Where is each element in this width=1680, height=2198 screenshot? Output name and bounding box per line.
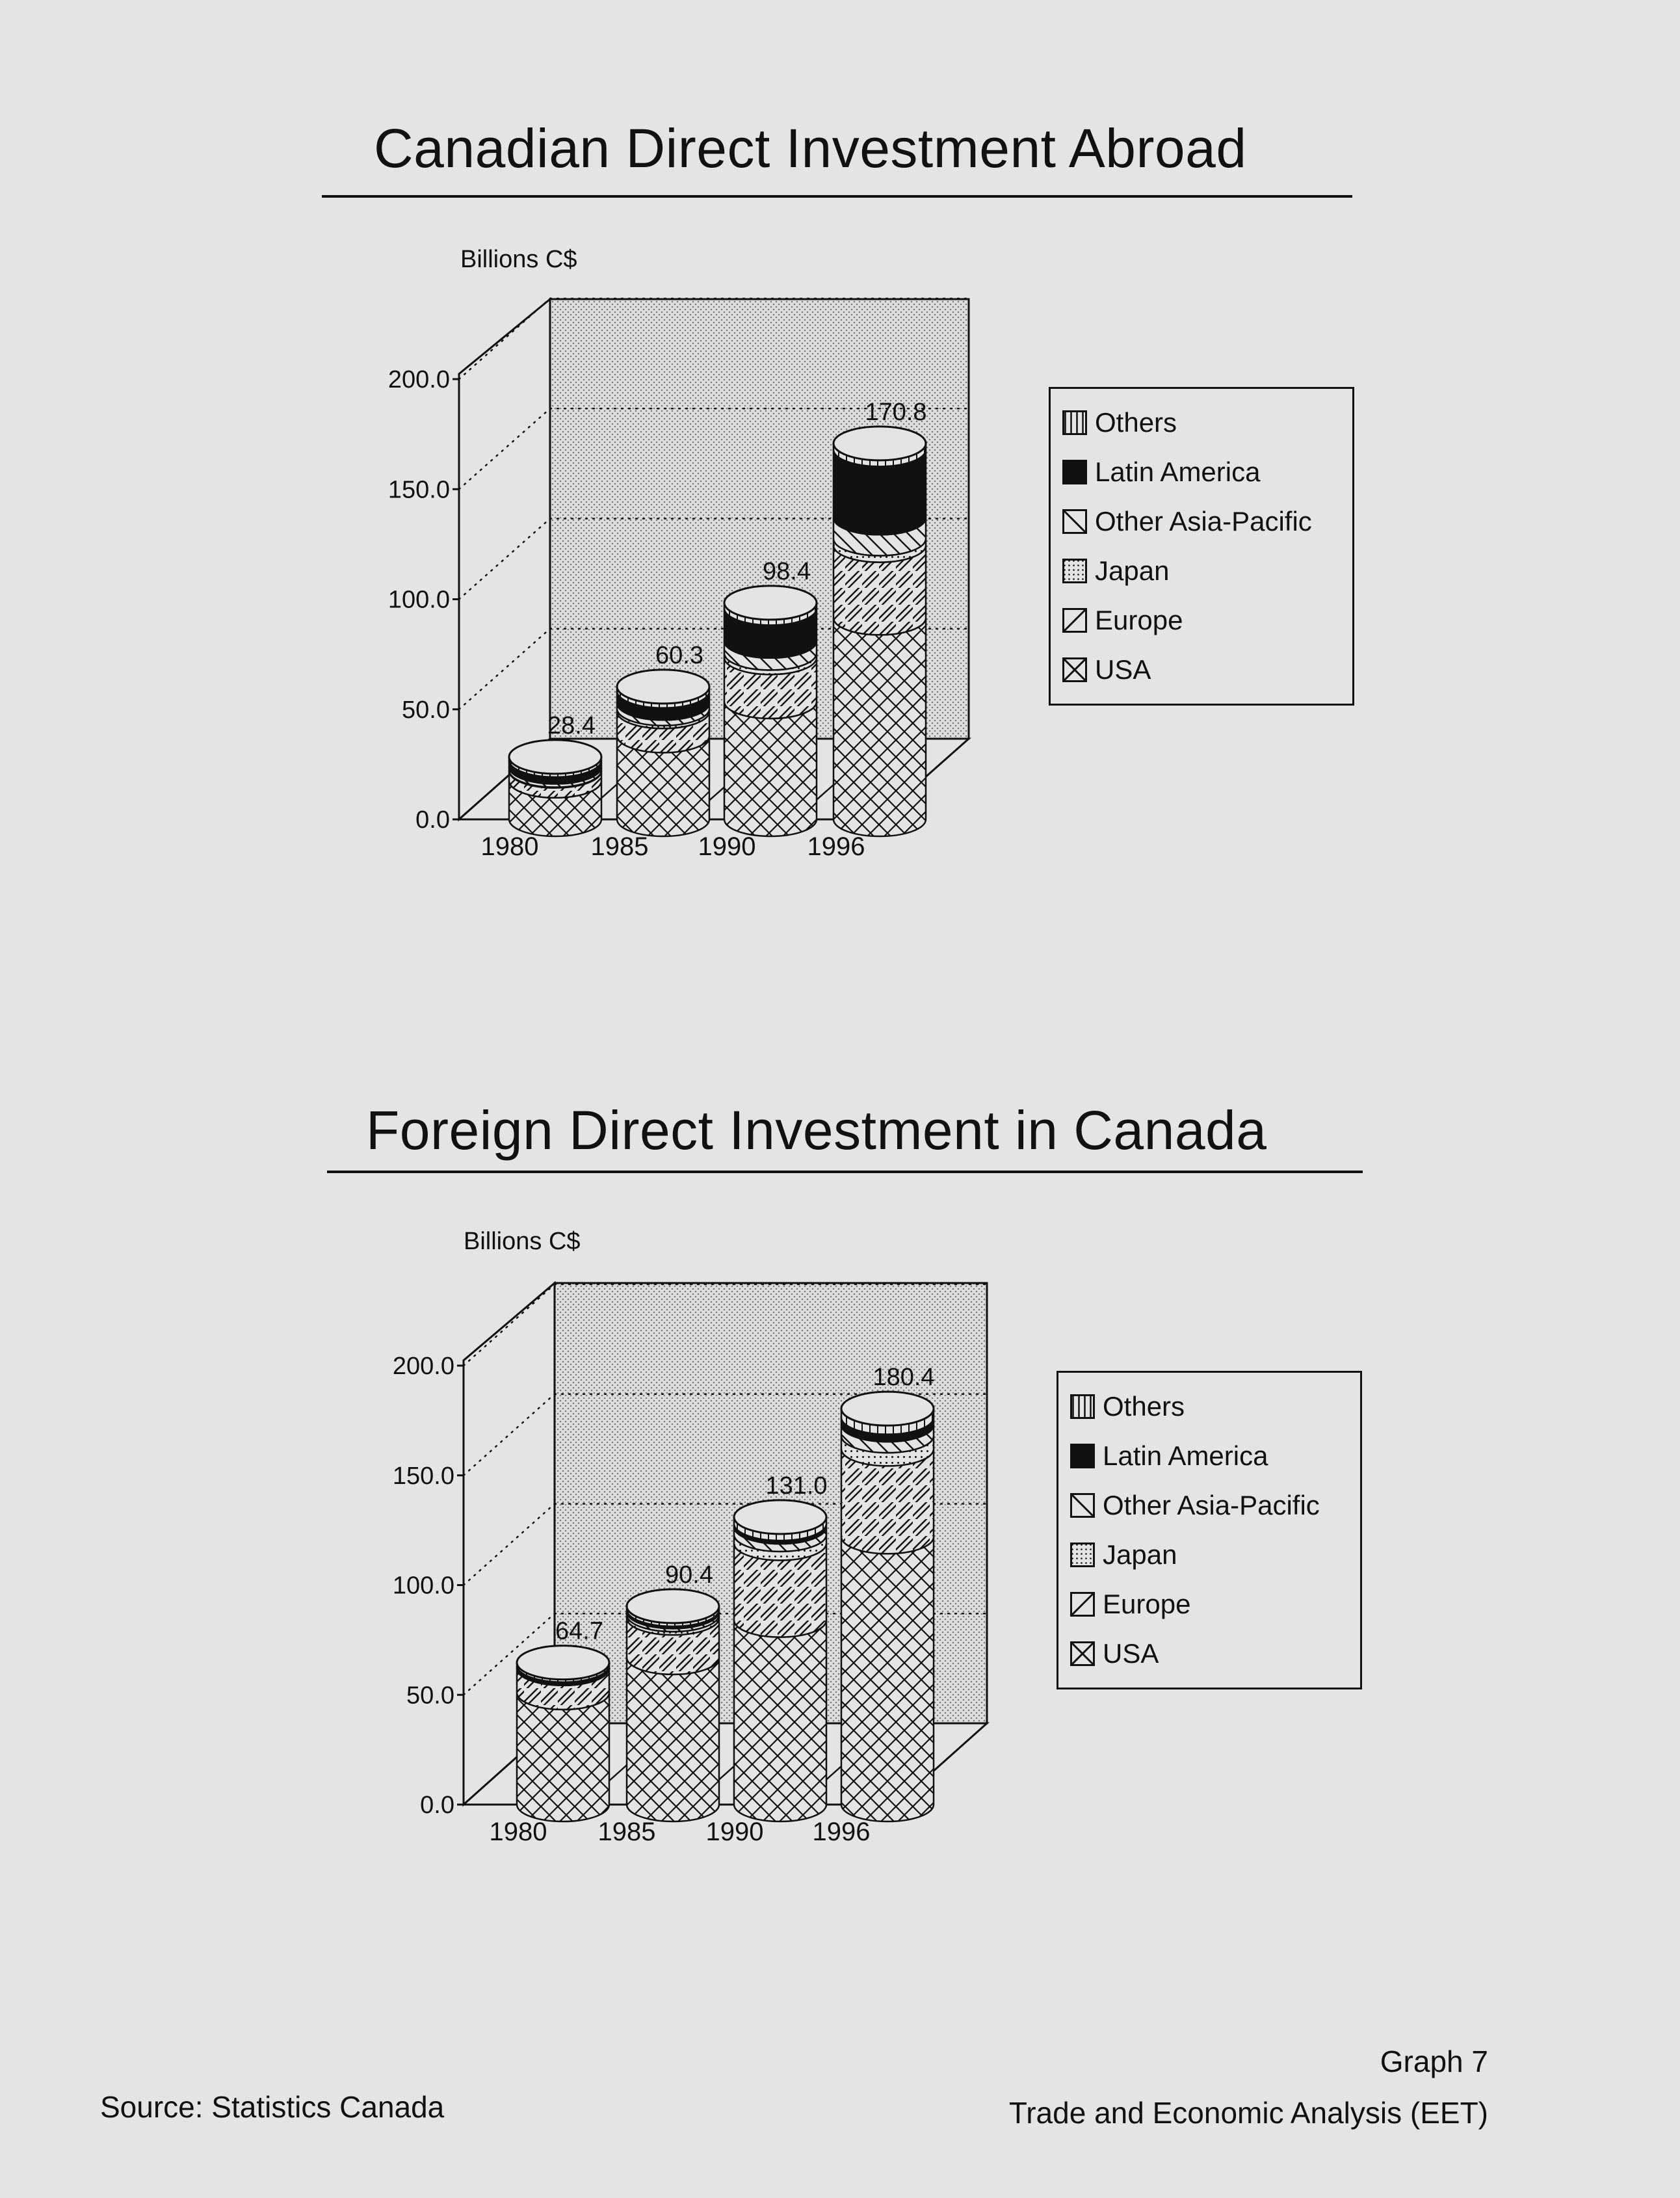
bar-segment-usa [627,1658,719,1821]
legend-label: Japan [1103,1539,1177,1570]
x-tick-label: 1990 [698,832,756,861]
legend-swatch [1070,1592,1095,1617]
bar-stack-1980 [517,1646,609,1821]
data-label: 131.0 [765,1472,828,1500]
bar-top-cap [841,1392,934,1425]
legend-item-other-asia-pacific [1070,1481,1348,1530]
bar-top-cap [724,586,817,620]
bar-segment-usa [841,1537,934,1821]
organization-label: Trade and Economic Analysis (EET) [1008,2096,1488,2130]
legend-label: USA [1103,1638,1159,1669]
y-axis-label: Billions C$ [460,246,577,273]
x-tick-label: 1985 [597,1818,656,1846]
legend-label: Japan [1095,555,1170,586]
bar-top-cap [509,740,601,774]
bar-segment-usa [724,702,817,836]
bar-top-cap [517,1646,609,1680]
legend-swatch [1070,1543,1095,1567]
legend-item-usa [1070,1629,1348,1678]
y-tick-label: 200.0 [392,1353,454,1380]
bar-top-cap [833,427,926,460]
legend-item-latin-america [1070,1431,1348,1481]
y-tick-label: 150.0 [392,1462,454,1490]
legend [1057,1371,1362,1689]
data-label: 64.7 [555,1617,603,1645]
bar-stack-1996 [833,427,926,836]
data-label: 28.4 [547,711,596,739]
bar-top-cap [617,670,709,704]
source-note: Source: Statistics Canada [100,2090,445,2124]
y-axis-label: Billions C$ [464,1228,581,1255]
legend-label: Europe [1095,605,1183,635]
legend-swatch [1070,1641,1095,1666]
bar-stack-1985 [617,670,709,836]
legend [1049,387,1354,706]
legend-item-others [1070,1382,1348,1431]
chart-svg [0,1079,1680,1938]
legend-label: Europe [1103,1589,1191,1619]
y-tick-label: 50.0 [402,696,450,724]
data-label: 60.3 [655,641,703,669]
y-tick-label: 50.0 [406,1682,454,1710]
x-tick-label: 1980 [480,832,539,861]
legend-item-usa [1062,645,1341,695]
legend-swatch [1062,608,1087,633]
legend-item-japan [1062,546,1341,596]
y-tick-label: 0.0 [415,806,450,834]
x-tick-label: 1985 [590,832,649,861]
y-tick-label: 100.0 [387,586,450,614]
data-label: 90.4 [665,1561,713,1589]
bar-stack-1990 [734,1500,826,1821]
graph-number: Graph 7 [1380,2045,1488,2078]
legend-item-others [1062,398,1341,447]
legend-label: Others [1095,407,1177,438]
legend-label: Latin America [1095,457,1261,487]
legend-swatch [1062,410,1087,435]
y-tick-label: 0.0 [420,1792,454,1819]
legend-label: Other Asia-Pacific [1103,1490,1320,1520]
bar-segment-usa [734,1621,826,1821]
legend-item-other-asia-pacific [1062,497,1341,546]
legend-swatch [1062,509,1087,534]
bar-stack-1980 [509,740,601,836]
legend-swatch [1070,1394,1095,1419]
x-tick-label: 1980 [489,1818,547,1846]
legend-item-japan [1070,1530,1348,1580]
legend-item-europe [1070,1580,1348,1629]
legend-item-latin-america [1062,447,1341,497]
x-tick-label: 1990 [705,1818,764,1846]
legend-label: Other Asia-Pacific [1095,506,1312,536]
bar-stack-1985 [627,1589,719,1821]
data-label: 98.4 [763,557,811,585]
legend-swatch [1062,460,1087,484]
y-tick-label: 100.0 [392,1572,454,1600]
bar-segment-usa [833,618,926,836]
bar-segment-usa [517,1693,609,1821]
legend-swatch [1070,1444,1095,1468]
legend-label: Others [1103,1391,1185,1422]
chart-title: Foreign Direct Investment in Canada [366,1100,1267,1161]
chart-panel-foreign [0,1079,1680,1938]
bar-top-cap [734,1500,826,1534]
y-tick-label: 150.0 [387,476,450,504]
legend-swatch [1070,1493,1095,1518]
legend-item-europe [1062,596,1341,645]
bar-stack-1990 [724,586,817,836]
x-tick-label: 1996 [807,832,865,861]
bar-stack-1996 [841,1392,934,1821]
y-tick-label: 200.0 [387,366,450,393]
data-label: 180.4 [873,1364,935,1392]
legend-swatch [1062,559,1087,583]
legend-label: Latin America [1103,1440,1268,1471]
legend-swatch [1062,657,1087,682]
bar-top-cap [627,1589,719,1623]
chart-svg [0,98,1680,1073]
x-tick-label: 1996 [812,1818,871,1846]
chart-title: Canadian Direct Investment Abroad [374,118,1247,179]
data-label: 170.8 [865,398,927,426]
chart-panel-abroad [0,98,1680,1073]
legend-label: USA [1095,654,1151,685]
